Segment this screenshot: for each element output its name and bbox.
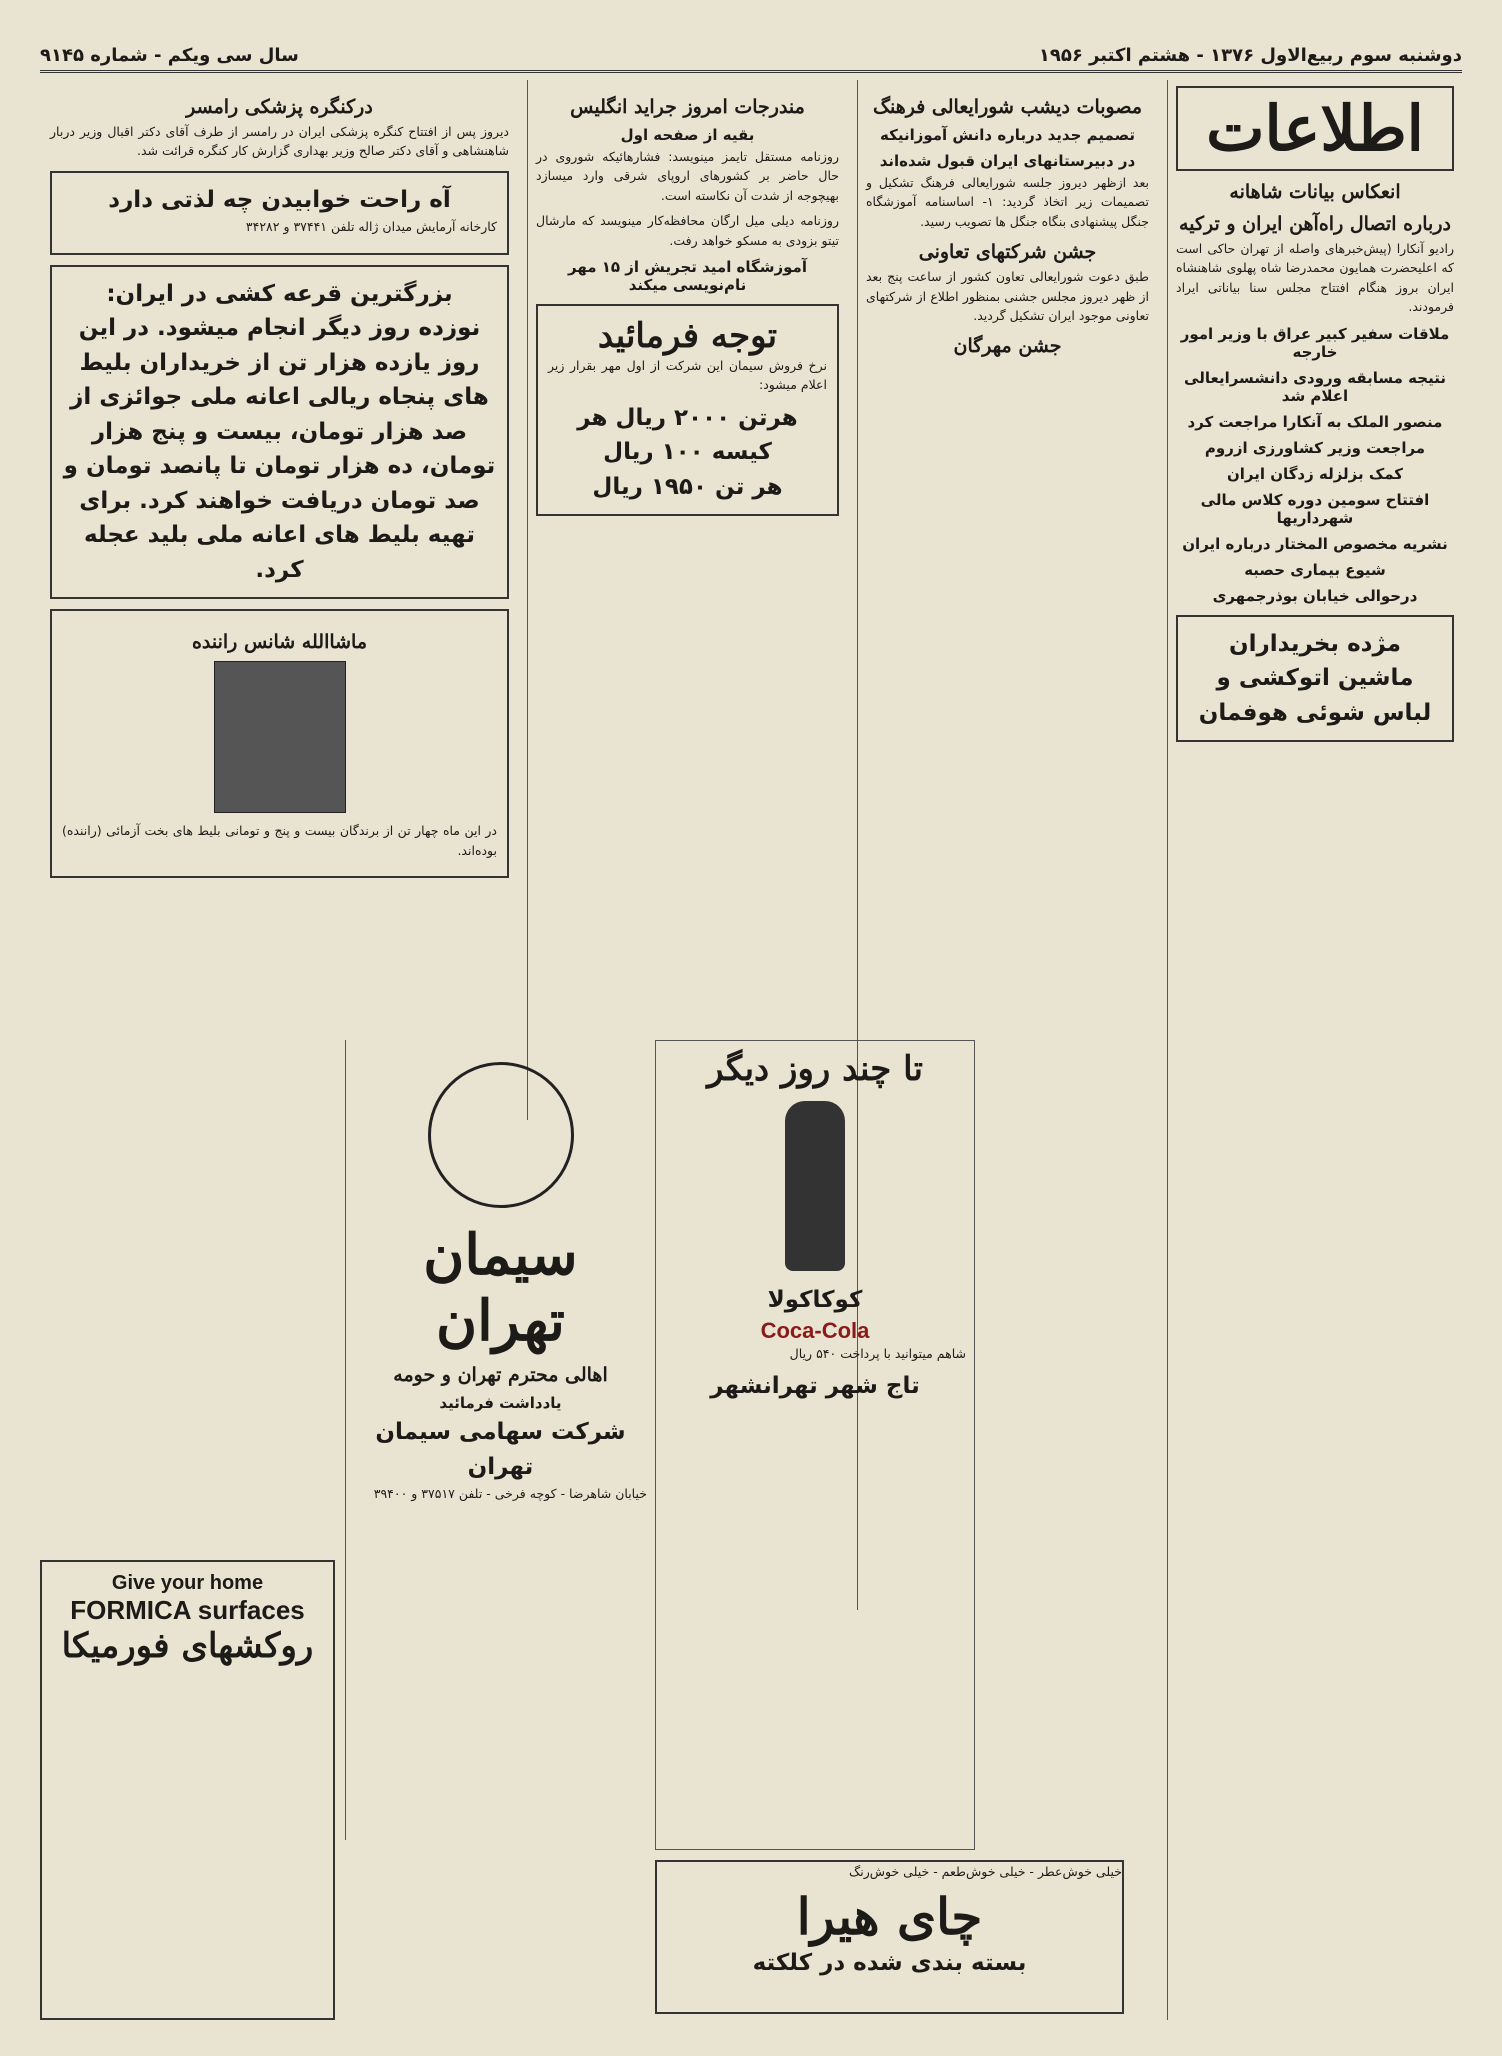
portrait-photo: [214, 661, 346, 813]
column-right: [1167, 80, 1462, 2020]
notice: آموزشگاه امید تجریش از ۱۵ مهر نام‌نویسی میکند: [568, 257, 807, 294]
article-text: روزنامه مستقل تایمز مینویسد: فشارهائیکه شوروی در حال حاضر بر کشورهای اروپای شرقی وارد میسازد بهیچوجه از شدت آن نکاسته است.: [536, 149, 839, 203]
issue-line: سال سی ویکم - شماره ۹۱۴۵: [40, 44, 299, 66]
coca-cola-ad: تا چند روز دیگر کوکاکولا Coca-Cola شاهم میتوانید با پرداخت ۵۴۰ ریال تاج شهر تهرانشهر: [655, 1040, 975, 1850]
headline: تصمیم جدید درباره دانش آموزانیکه: [880, 126, 1135, 144]
headline: شیوع بیماری حصبه: [1244, 560, 1386, 579]
header: [40, 40, 1462, 73]
headline: نتیجه مسابقه ورودی دانشسرایعالی اعلام شد: [1184, 368, 1446, 405]
headline: نشریه مخصوص المختار درباره ایران: [1182, 534, 1448, 553]
mattress-ad: آه راحت خوابیدن چه لذتی دارد کارخانه آرمایش میدان ژاله تلفن ۳۷۴۴۱ و ۳۴۲۸۲: [50, 171, 509, 255]
hoffman-ad: مژده بخریداران ماشین اتوکشی و لباس شوئی هوفمان: [1176, 615, 1454, 743]
headline: مراجعت وزیر کشاورزی ازروم: [1204, 438, 1426, 457]
article-text: روزنامه دیلی میل ارگان محافظه‌کار مینویسد که مارشال تیتو بزودی به مسکو خواهد رفت.: [536, 213, 839, 248]
cement-price-box: توجه فرمائید نرخ فروش سیمان این شرکت از اول مهر بقرار زیر اعلام میشود: هرتن ۲۰۰۰ ریال هر کیسه ۱۰۰ ریال هر تن ۱۹۵۰ ریال: [536, 304, 839, 516]
formica-ad: Give your home FORMICA surfaces روکشهای فورمیکا: [40, 1560, 335, 2020]
article-text: دیروز پس از افتتاح کنگره پزشکی ایران در رامسر از طرف آقای دکتر اقبال وزیر دربار شاهنشاهی و آقای دکتر صالح وزیر بهداری گزارش کار کنگره قرائت شد.: [50, 124, 509, 159]
article-text: رادیو آنکارا (پیش‌خبرهای واصله از تهران حاکی است که اعلیحضرت همایون محمدرضا شاه پهلوی شاهنشاه ایران بروز هنگام افتتاح مجلس سنا بیاناتی ایراد فرمودند.: [1176, 241, 1454, 315]
headline: درکنگره پزشکی رامسر: [186, 96, 373, 118]
masthead: اطلاعات: [1176, 86, 1454, 171]
headline: جشن شرکتهای تعاونی: [918, 241, 1097, 264]
subhead: بقیه از صفحه اول: [620, 126, 755, 144]
lottery-ad: بزرگترین قرعه کشی در ایران: نوزده روز دیگر انجام میشود. در این روز یازده هزار تن از خریداران بلیط های پنجاه ریالی اعانه ملی جوائزی از صد هزار تومان، بیست و پنج هزار تومان، ده هزار تومان تا پانصد تومان و صد تومان دریافت خواهند کرد. برای تهیه بلیط های اعانه ملی بلید عجله کرد.: [50, 265, 509, 600]
factory-icon: [428, 1062, 574, 1208]
headline: انعکاس بیانات شاهانه: [1229, 181, 1401, 203]
article-text: بعد ازظهر دیروز جلسه شورایعالی فرهنگ تشکیل و تصمیمات زیر اتخاذ گردید: ۱- اساسنامه آموزشگاه جنگل پیشنهادی بنگاه جنگل ها تصویب رسید.: [866, 175, 1149, 229]
cement-ad: سیمان تهران اهالی محترم تهران و حومه یادداشت فرمائید شرکت سهامی سیمان تهران خیابان شاهرضا - کوچه فرخی - تلفن ۳۷۵۱۷ و ۳۹۴۰۰: [345, 1040, 655, 1840]
headline: جشن مهرگان: [953, 335, 1062, 358]
tea-ad: خیلی خوش‌عطر - خیلی خوش‌طعم - خیلی خوش‌رنگ چای هیرا بسته بندی شده در کلکته: [655, 1860, 1124, 2014]
headline: افتتاح سومین دوره کلاس مالی شهرداریها: [1200, 490, 1430, 527]
article-text: طبق دعوت شورایعالی تعاون کشور از ساعت پنج بعد از ظهر دیروز مجلس جشنی بمنظور اطلاع از شرکتهای تعاونی موجود ایران تشکیل گردید.: [866, 269, 1149, 323]
headline: ملاقات سفیر کبیر عراق با وزیر امور خارجه: [1180, 324, 1450, 361]
date-line: دوشنبه سوم ربیع‌الاول ۱۳۷۶ - هشتم اکتبر ۱۹۵۶: [1038, 44, 1462, 66]
headline: کمک بزلزله زدگان ایران: [1226, 464, 1403, 483]
column-third: [527, 80, 847, 1120]
headline: مندرجات امروز جراید انگلیس: [570, 96, 805, 118]
headline: مصوبات دیشب شورایعالی فرهنگ: [872, 96, 1142, 118]
luck-ad: ماشاالله شانس راننده در این ماه چهار تن از برندگان بیست و پنج و تومانی بلیط های بخت آزمائی (راننده) بوده‌اند.: [50, 609, 509, 878]
headline: درباره اتصال راه‌آهن ایران و ترکیه: [1179, 213, 1451, 235]
bottle-icon: [785, 1101, 845, 1271]
headline: درحوالی خیابان بوذرجمهری: [1212, 586, 1418, 605]
headline: در دبیرستانهای ایران قبول شده‌اند: [879, 152, 1136, 170]
headline: منصور الملک به آنکارا مراجعت کرد: [1187, 412, 1443, 431]
